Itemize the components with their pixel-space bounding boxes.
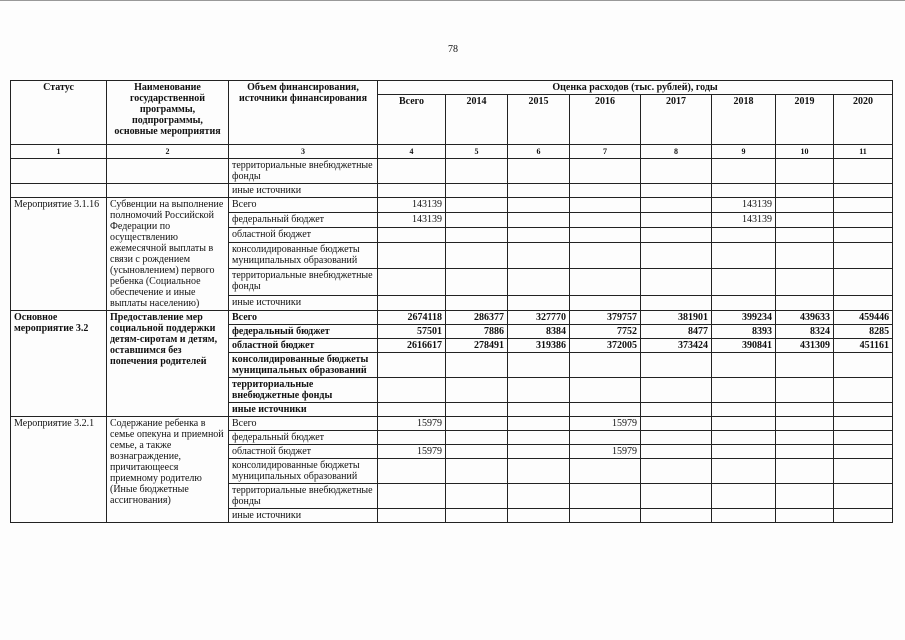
value-cell [834, 403, 893, 417]
value-cell [834, 269, 893, 296]
value-cell [508, 184, 570, 198]
value-cell [776, 484, 834, 509]
value-cell [446, 296, 508, 311]
table-row [11, 417, 893, 431]
value-cell [834, 509, 893, 523]
column-number: 2 [107, 145, 229, 159]
column-number: 1 [11, 145, 107, 159]
column-number: 4 [378, 145, 446, 159]
value-cell [378, 227, 446, 242]
value-cell [776, 417, 834, 431]
funding-source: Всего [229, 198, 378, 213]
value-cell: 381901 [641, 311, 712, 325]
funding-source: федеральный бюджет [229, 325, 378, 339]
value-cell [446, 417, 508, 431]
column-number: 5 [446, 145, 508, 159]
value-cell [570, 227, 641, 242]
value-cell [378, 431, 446, 445]
value-cell [446, 403, 508, 417]
value-cell [641, 242, 712, 269]
value-cell [776, 212, 834, 227]
funding-source: федеральный бюджет [229, 212, 378, 227]
column-number: 11 [834, 145, 893, 159]
value-cell [641, 353, 712, 378]
value-cell [508, 459, 570, 484]
funding-source: областной бюджет [229, 227, 378, 242]
value-cell [641, 378, 712, 403]
value-cell [641, 227, 712, 242]
value-cell [776, 509, 834, 523]
value-cell [776, 431, 834, 445]
name-cell [107, 184, 229, 198]
value-cell [508, 431, 570, 445]
value-cell [446, 159, 508, 184]
value-cell [508, 484, 570, 509]
value-cell [776, 445, 834, 459]
value-cell: 327770 [508, 311, 570, 325]
value-cell [641, 198, 712, 213]
column-number: 6 [508, 145, 570, 159]
table-row [11, 198, 893, 213]
value-cell [712, 403, 776, 417]
value-cell [446, 484, 508, 509]
value-cell [641, 184, 712, 198]
value-cell [641, 296, 712, 311]
value-cell: 373424 [641, 339, 712, 353]
value-cell: 143139 [712, 198, 776, 213]
value-cell [508, 509, 570, 523]
page-number: 78 [448, 44, 458, 55]
value-cell [776, 159, 834, 184]
value-cell [712, 353, 776, 378]
value-cell [570, 159, 641, 184]
funding-source: иные источники [229, 509, 378, 523]
value-cell [570, 353, 641, 378]
value-cell [712, 378, 776, 403]
value-cell [834, 431, 893, 445]
value-cell [378, 159, 446, 184]
value-cell: 451161 [834, 339, 893, 353]
value-cell: 439633 [776, 311, 834, 325]
value-cell [508, 378, 570, 403]
value-cell [776, 242, 834, 269]
funding-source: областной бюджет [229, 445, 378, 459]
funding-source: иные источники [229, 184, 378, 198]
value-cell [508, 353, 570, 378]
value-cell [776, 353, 834, 378]
value-cell [712, 445, 776, 459]
header-year: 2018 [712, 95, 776, 145]
value-cell [641, 431, 712, 445]
value-cell [712, 227, 776, 242]
value-cell: 15979 [378, 445, 446, 459]
column-number: 7 [570, 145, 641, 159]
value-cell [641, 509, 712, 523]
value-cell [776, 227, 834, 242]
value-cell [446, 212, 508, 227]
value-cell [776, 296, 834, 311]
value-cell: 319386 [508, 339, 570, 353]
status-cell [11, 184, 107, 198]
value-cell [446, 378, 508, 403]
header-year: 2019 [776, 95, 834, 145]
value-cell [508, 269, 570, 296]
value-cell [712, 184, 776, 198]
value-cell [712, 417, 776, 431]
activity-name: Субвенции на выполнение полномочий Российской Федерации по осуществлению ежемесячной выплаты в связи с рождением (усыновлением) первого ребенка (Социальное обеспечение и иные выплаты населению) [107, 198, 229, 311]
funding-source: консолидированные бюджеты муниципальных образований [229, 353, 378, 378]
table-row [11, 184, 893, 198]
activity-name: Содержание ребенка в семье опекуна и приемной семье, а также вознаграждение, причитающееся приемному родителю (Иные бюджетные ассигнования) [107, 417, 229, 523]
value-cell: 390841 [712, 339, 776, 353]
value-cell [570, 198, 641, 213]
value-cell [641, 417, 712, 431]
budget-table [10, 80, 893, 523]
value-cell [508, 296, 570, 311]
funding-source: территориальные внебюджетные фонды [229, 159, 378, 184]
funding-source: федеральный бюджет [229, 431, 378, 445]
value-cell: 8285 [834, 325, 893, 339]
column-number: 8 [641, 145, 712, 159]
value-cell [446, 459, 508, 484]
value-cell [570, 378, 641, 403]
table-row [11, 159, 893, 184]
value-cell: 143139 [712, 212, 776, 227]
value-cell [834, 353, 893, 378]
scan-mark-top [0, 0, 905, 1]
value-cell [508, 403, 570, 417]
value-cell [570, 184, 641, 198]
value-cell: 286377 [446, 311, 508, 325]
funding-source: областной бюджет [229, 339, 378, 353]
value-cell [570, 212, 641, 227]
value-cell [641, 212, 712, 227]
value-cell [570, 403, 641, 417]
value-cell [834, 459, 893, 484]
value-cell [570, 269, 641, 296]
value-cell [776, 459, 834, 484]
value-cell [508, 159, 570, 184]
value-cell: 8393 [712, 325, 776, 339]
value-cell: 431309 [776, 339, 834, 353]
value-cell [446, 431, 508, 445]
funding-source: территориальные внебюджетные фонды [229, 378, 378, 403]
value-cell [378, 353, 446, 378]
value-cell: 7752 [570, 325, 641, 339]
value-cell: 379757 [570, 311, 641, 325]
value-cell [570, 242, 641, 269]
value-cell: 15979 [378, 417, 446, 431]
value-cell [641, 445, 712, 459]
value-cell [378, 484, 446, 509]
header-name: Наименование государственной программы, подпрограммы, основные мероприятия [107, 81, 229, 145]
value-cell: 57501 [378, 325, 446, 339]
value-cell [641, 403, 712, 417]
funding-source: консолидированные бюджеты муниципальных образований [229, 459, 378, 484]
value-cell [712, 269, 776, 296]
value-cell [776, 269, 834, 296]
value-cell: 278491 [446, 339, 508, 353]
value-cell [446, 269, 508, 296]
value-cell [508, 417, 570, 431]
header-total: Всего [378, 95, 446, 145]
value-cell [641, 459, 712, 484]
activity-status: Мероприятие 3.1.16 [11, 198, 107, 311]
value-cell: 7886 [446, 325, 508, 339]
funding-source: территориальные внебюджетные фонды [229, 484, 378, 509]
value-cell [378, 242, 446, 269]
column-number: 3 [229, 145, 378, 159]
value-cell [508, 198, 570, 213]
value-cell [570, 296, 641, 311]
value-cell [712, 459, 776, 484]
value-cell [570, 431, 641, 445]
value-cell: 2616617 [378, 339, 446, 353]
value-cell [834, 242, 893, 269]
value-cell [834, 417, 893, 431]
value-cell [834, 198, 893, 213]
funding-source: Всего [229, 417, 378, 431]
value-cell [378, 269, 446, 296]
activity-name: Предоставление мер социальной поддержки детям-сиротам и детям, оставшимся без попечения родителей [107, 311, 229, 417]
value-cell [508, 445, 570, 459]
value-cell [776, 378, 834, 403]
value-cell [378, 184, 446, 198]
value-cell [378, 509, 446, 523]
status-cell [11, 159, 107, 184]
funding-source: территориальные внебюджетные фонды [229, 269, 378, 296]
value-cell: 15979 [570, 417, 641, 431]
funding-source: Всего [229, 311, 378, 325]
value-cell [776, 198, 834, 213]
value-cell [378, 459, 446, 484]
value-cell: 8384 [508, 325, 570, 339]
header-year: 2016 [570, 95, 641, 145]
value-cell [834, 445, 893, 459]
header-year: 2015 [508, 95, 570, 145]
value-cell [712, 484, 776, 509]
value-cell [712, 296, 776, 311]
value-cell [834, 484, 893, 509]
value-cell: 143139 [378, 212, 446, 227]
value-cell [446, 227, 508, 242]
value-cell: 8477 [641, 325, 712, 339]
value-cell [834, 184, 893, 198]
value-cell [834, 227, 893, 242]
value-cell [378, 296, 446, 311]
value-cell [834, 296, 893, 311]
activity-status: Основное мероприятие 3.2 [11, 311, 107, 417]
column-number: 10 [776, 145, 834, 159]
value-cell [446, 198, 508, 213]
value-cell: 8324 [776, 325, 834, 339]
value-cell: 143139 [378, 198, 446, 213]
table-row [11, 311, 893, 325]
value-cell: 399234 [712, 311, 776, 325]
value-cell [570, 484, 641, 509]
value-cell [446, 184, 508, 198]
header-funding: Объем финансирования, источники финансирования [229, 81, 378, 145]
value-cell [446, 242, 508, 269]
value-cell [378, 378, 446, 403]
value-cell [834, 212, 893, 227]
funding-source: иные источники [229, 403, 378, 417]
value-cell [508, 212, 570, 227]
value-cell [508, 227, 570, 242]
name-cell [107, 159, 229, 184]
value-cell: 15979 [570, 445, 641, 459]
value-cell [570, 459, 641, 484]
value-cell: 372005 [570, 339, 641, 353]
activity-status: Мероприятие 3.2.1 [11, 417, 107, 523]
value-cell [776, 184, 834, 198]
header-year: 2020 [834, 95, 893, 145]
value-cell [712, 159, 776, 184]
value-cell [641, 159, 712, 184]
value-cell [570, 509, 641, 523]
value-cell [446, 445, 508, 459]
funding-source: консолидированные бюджеты муниципальных образований [229, 242, 378, 269]
column-number: 9 [712, 145, 776, 159]
value-cell [712, 509, 776, 523]
value-cell [776, 403, 834, 417]
header-status: Статус [11, 81, 107, 145]
value-cell [446, 509, 508, 523]
value-cell [712, 431, 776, 445]
value-cell: 2674118 [378, 311, 446, 325]
value-cell [641, 269, 712, 296]
value-cell [834, 159, 893, 184]
value-cell [508, 242, 570, 269]
funding-source: иные источники [229, 296, 378, 311]
value-cell [712, 242, 776, 269]
header-year: 2014 [446, 95, 508, 145]
value-cell [446, 353, 508, 378]
value-cell [378, 403, 446, 417]
value-cell [641, 484, 712, 509]
header-year: 2017 [641, 95, 712, 145]
header-estimate: Оценка расходов (тыс. рублей), годы [378, 81, 893, 95]
value-cell: 459446 [834, 311, 893, 325]
value-cell [834, 378, 893, 403]
